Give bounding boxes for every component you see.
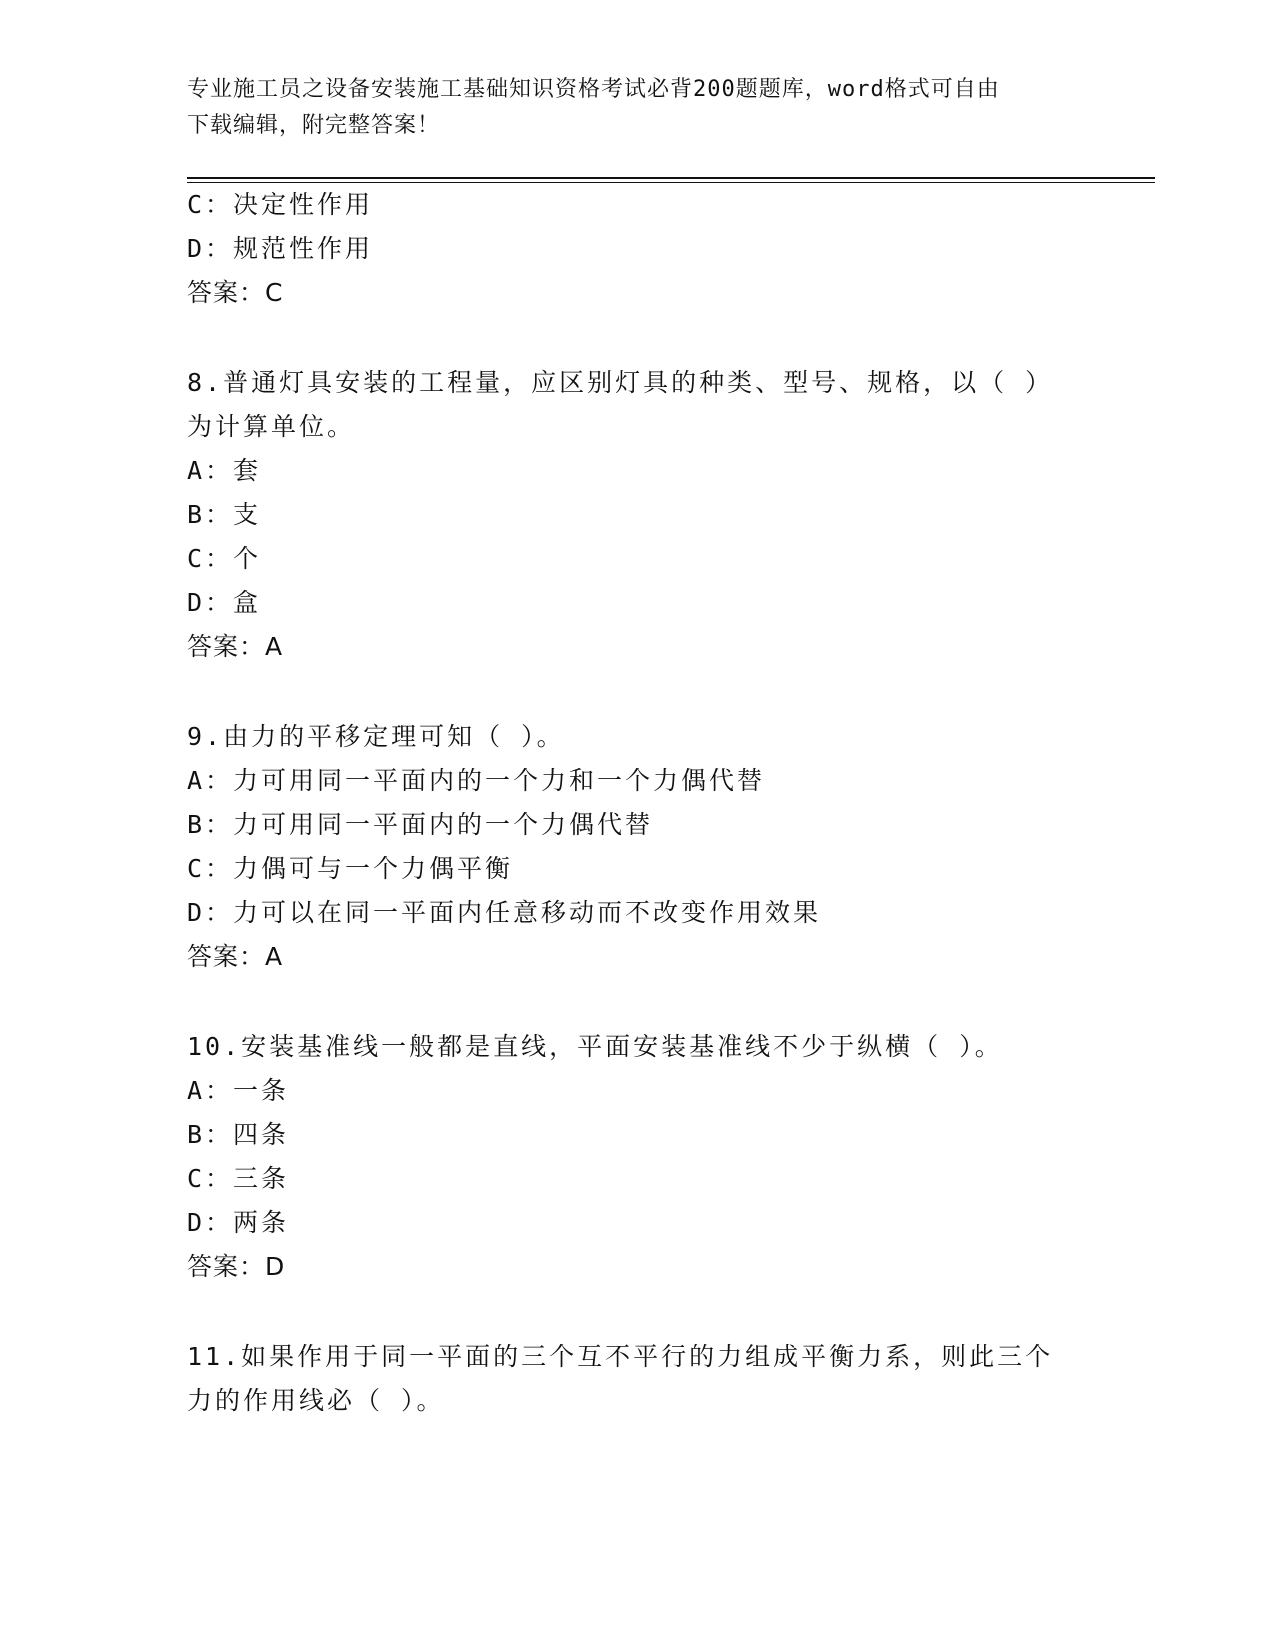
q8-option-b: B：支 (187, 500, 262, 529)
q8-question-line-1: 8.普通灯具安装的工程量，应区别灯具的种类、型号、规格，以（ ） (187, 368, 1054, 397)
q7-option-c: C：决定性作用 (187, 190, 374, 219)
q7-option-d: D：规范性作用 (187, 234, 374, 263)
q10-option-b: B：四条 (187, 1120, 290, 1149)
q8-option-a: A：套 (187, 456, 262, 485)
q11-question-line-2: 力的作用线必（ ）。 (187, 1386, 445, 1415)
q9-answer: 答案：A (187, 942, 284, 971)
q9-question: 9.由力的平移定理可知（ ）。 (187, 722, 565, 751)
q11-question-line-1: 11.如果作用于同一平面的三个互不平行的力组成平衡力系，则此三个 (187, 1342, 1054, 1371)
q8-option-c: C：个 (187, 544, 262, 573)
q9-option-b: B：力可用同一平面内的一个力偶代替 (187, 810, 654, 839)
q8-question-line-2: 为计算单位。 (187, 412, 356, 441)
q10-answer: 答案：D (187, 1252, 286, 1281)
document-header (187, 72, 1087, 144)
q10-question: 10.安装基准线一般都是直线，平面安装基准线不少于纵横（ ）。 (187, 1032, 1003, 1061)
q7-answer: 答案：C (187, 278, 284, 307)
q9-option-c: C：力偶可与一个力偶平衡 (187, 854, 514, 883)
q9-option-d: D：力可以在同一平面内任意移动而不改变作用效果 (187, 898, 822, 927)
q10-option-d: D：两条 (187, 1208, 290, 1237)
q9-option-a: A：力可用同一平面内的一个力和一个力偶代替 (187, 766, 766, 795)
q10-option-c: C：三条 (187, 1164, 290, 1193)
q8-answer: 答案：A (187, 632, 284, 661)
header-line-2: 下载编辑，附完整答案！ (187, 113, 441, 138)
header-divider-thick (187, 177, 1155, 179)
header-divider-thin (187, 182, 1155, 183)
q10-option-a: A：一条 (187, 1076, 290, 1105)
header-line-1: 专业施工员之设备安装施工基础知识资格考试必背200题题库，word格式可自由 (187, 77, 1000, 102)
q8-option-d: D：盒 (187, 588, 262, 617)
